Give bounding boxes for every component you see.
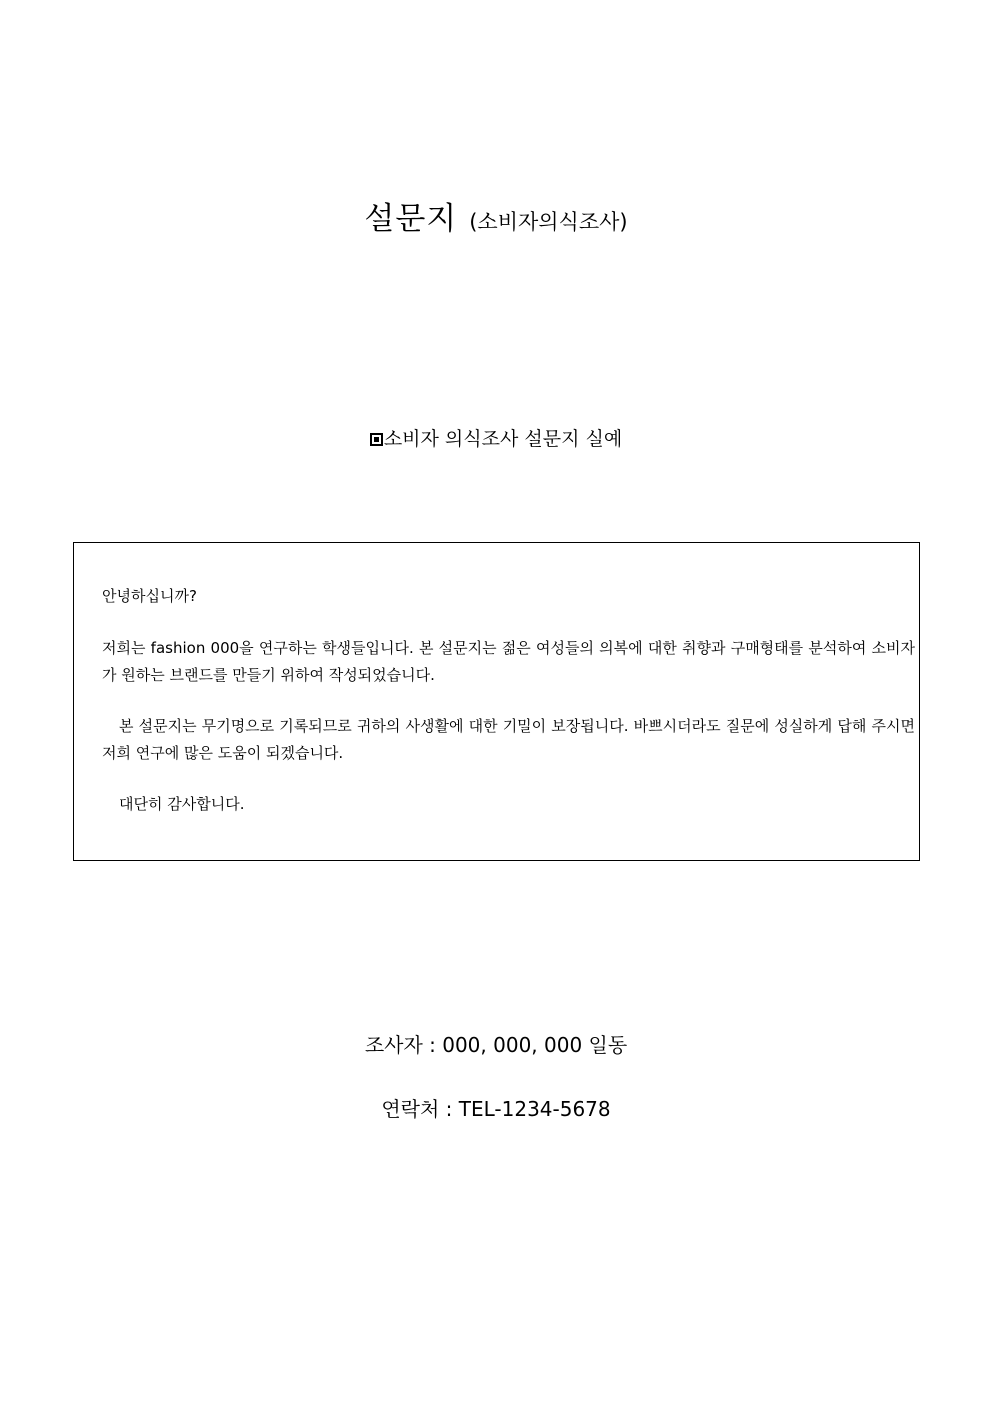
boxed-square-bullet-icon [370, 433, 383, 446]
section-heading [0, 424, 992, 451]
title-main: 설문지 [364, 201, 458, 237]
contact-phone-line: 연락처 : TEL-1234-5678 [381, 1097, 611, 1121]
intro-paragraph-purpose: 저희는 fashion 000을 연구하는 학생들입니다. 본 설문지는 젊은 여성들의 의복에 대한 취향과 구매형태를 분석하여 소비자가 원하는 브랜드를 만들기 위하여 작성되었습니다. [102, 639, 915, 684]
intro-closing: 대단히 감사합니다. [119, 795, 245, 813]
researchers-line: 조사자 : 000, 000, 000 일동 [364, 1033, 628, 1057]
title-subtitle: (소비자의식조사) [469, 210, 628, 234]
section-heading-text: 소비자 의식조사 설문지 실예 [383, 428, 623, 450]
intro-box [73, 542, 920, 861]
intro-paragraph-privacy: 본 설문지는 무기명으로 기록되므로 귀하의 사생활에 대한 기밀이 보장됩니다. 바쁘시더라도 질문에 성실하게 답해 주시면 저희 연구에 많은 도움이 되겠습니다. [102, 717, 915, 762]
intro-greeting: 안녕하십니까? [102, 587, 197, 605]
document-title [0, 193, 992, 238]
